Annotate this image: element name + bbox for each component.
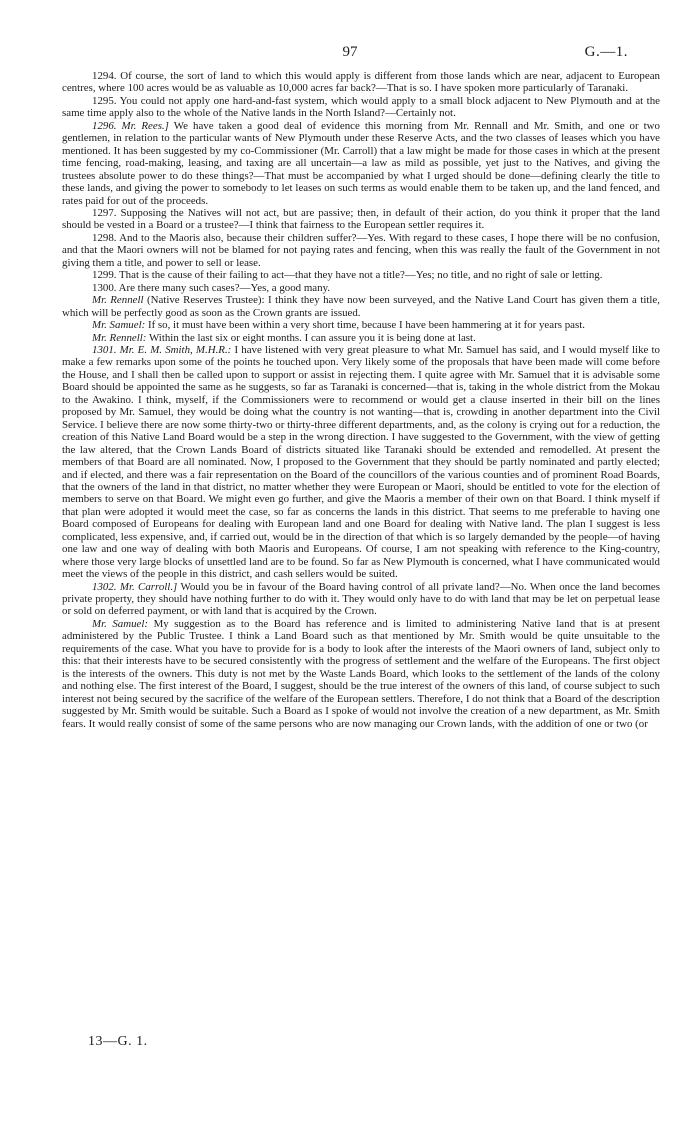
paragraph-1299 — [62, 269, 660, 281]
paragraph-text: If so, it must have been within a very short time, because I have been hammering at it for years past. — [145, 319, 585, 332]
paragraph-samuel — [62, 319, 660, 331]
speaker: Mr. Rennell — [92, 294, 144, 307]
paragraph-samuel-2 — [62, 618, 660, 730]
paragraph-1298 — [62, 232, 660, 269]
paragraph-text: (Native Reserves Trustee): I think they have now been surveyed, and the Native Land Court has given them a title, which will be perfectly good as soon as the Crown grants are issued. — [62, 294, 660, 319]
paragraph-text: 1299. That is the cause of their failing to act—that they have not a title?—Yes; no title, and no right of sale or letting. — [92, 269, 603, 282]
paragraph-1294 — [62, 70, 660, 95]
paragraph-1302 — [62, 581, 660, 618]
paragraph-1301 — [62, 344, 660, 581]
speaker: Mr. Samuel: — [92, 319, 146, 332]
paragraph-1296 — [62, 120, 660, 207]
evidence-text — [62, 70, 660, 730]
speaker: 1301. Mr. E. M. Smith, M.H.R.: — [92, 343, 232, 356]
paragraph-text: Within the last six or eight months. I can assure you it is being done at last. — [146, 331, 476, 344]
paragraph-1295 — [62, 95, 660, 120]
document-reference: G.—1. — [584, 44, 628, 60]
speaker: Mr. Samuel: — [92, 617, 149, 630]
paragraph-text: 1295. You could not apply one hard-and-fast system, which would apply to a small block adjacent to New Plymouth and at the same time apply also to the whole of the Native lands in the North Island?—Certainly not. — [62, 94, 660, 120]
paragraph-1300 — [62, 282, 660, 294]
paragraph-rennell — [62, 294, 660, 319]
paragraph-text: 1300. Are there many such cases?—Yes, a good many. — [92, 281, 331, 294]
paragraph-text: I have listened with very great pleasure to what Mr. Samuel has said, and I would myself like to make a few remarks upon some of the points he touched upon. Very likely some of the proposals that have been made will come before the House, and I shall then be called upon to support or assist in rejecting them. I quite agree with Mr. Samuel that it is advisable some Board should be appointed the same as he suggests, so far as Taranaki is concerned—that is, taking in the whole district from the Mokau to the Awakino. I think, myself, if the Commissioners were to recommend or would get a clause inserted in their bill on the lines proposed by Mr. Samuel, they would be doing what the country is not wanting—that is, crowding in another department into the Civil Service. I believe there are now some thirty-two or thirty-three different departments, and, as the colony is crying out for a reduction, the creation of this Native Land Board would be a step in the wrong direction. I have suggested to the Government, with the view of getting the law altered, that the Crown Lands Board of districts situated like Taranaki should be extended and remodelled. At present the members of that Board are all nominated. Now, I proposed to the Government that they should be partly nominated and partly elected; and if elected, and there was a fair representation on the Board of the councillors of the various counties and of prominent Road Boards, that the owners of the land in that district, no matter whether they were European or Maori, should be entitled to vote for the election of members to serve on that Board. We might even go further, and give the Maoris a member of their own on that Board. I think myself if that plan were adopted it would meet the case, so far as concerns the lands in this district. That seems to me preferable to having one Board composed of Europeans for dealing with European land and one Board for dealing with Native land. The plan I suggest is less complicated, less expensive, and, if carried out, would be in the direction of that which is so largely demanded by the people—of having one law and one way of dealing with both Maoris and Europeans. Of course, I am not speaking with reference to the King-country, where those very large blocks of unsettled land are to be found. So far as New Plymouth is concerned, what I have communicated would meet the views of the people in this district, and cash sellers would be suited. — [62, 343, 660, 581]
paragraph-text: Would you be in favour of the Board having control of all private land?—No. When once the land becomes private property, they should have nothing further to do with it. They would only have to do with land that may be let on perpetual lease or sold on deferred payment, or with land that is acquired by the Crown. — [62, 580, 660, 618]
paragraph-text: We have taken a good deal of evidence this morning from Mr. Rennall and Mr. Smith, and one or two gentlemen, in relation to the particular wants of New Plymouth under these Reserve Acts, and the two classes of leases which you have mentioned. It has been suggested by my co-Commissioner (Mr. Carroll) that a law might be made for those cases in which at the present time fencing, road-making, leasing, and taxing are all uncertain—a law as mild as possible, yet just to the Natives, and giving the trustees absolute power to do these things?—That must be accompanied by what I urged should be done—defining clearly the title to these lands, and giving the power to somebody to let leases on such terms as would enable them to be taken up, and the land fenced, and rates paid for out of the proceeds. — [62, 119, 660, 207]
speaker: 1296. Mr. Rees.] — [92, 119, 169, 132]
paragraph-text: 1298. And to the Maoris also, because their children suffer?—Yes. With regard to these cases, I hope there will be no confusion, and that the Maori owners will not be blamed for not paying rates and fencing, when this was really the fault of the Government in not giving them a title, and power to sell or lease. — [62, 231, 660, 269]
paragraph-text: My suggestion as to the Board has reference and is limited to administering Native land that is at present administered by the Public Trustee. I think a Land Board such as that mentioned by Mr. Smith would be quite unsuitable to the requirements of the case. What you have to provide for is a body to look after the interests of the Maori owners of land, subject only to this: that their interests have to be secured consistently with the progress of settlement and the welfare of the Europeans. The first object is the interests of the owners. This duty is not met by the Waste Lands Board, which looks to the settlement of the lands of the colony and nothing else. The first interest of the Board, I suggest, should be the true interest of the owners of this land, of course subject to such interest not being secured by the sacrifice of the welfare of the European settlers. Therefore, I do not think that a Board of the description suggested by Mr. Smith would be suitable. Such a Board as I spoke of would not involve the creation of a new department, as Mr. Smith fears. It would really consist of some of the same persons who are now managing our Crown lands, with the addition of one or two (or — [62, 617, 661, 730]
paragraph-rennell-2 — [62, 332, 660, 344]
paragraph-text: 1297. Supposing the Natives will not act, but are passive; then, in default of their action, do you think it proper that the land should be vested in a Board or a trustee?—I think that fairness to the European settler requires it. — [62, 206, 660, 232]
speaker: Mr. Rennell: — [92, 331, 147, 344]
speaker: 1302. Mr. Carroll.] — [92, 580, 178, 593]
paragraph-text: 1294. Of course, the sort of land to which this would apply is different from those lands which are near, adjacent to European centres, where 100 acres would be as valuable as 10,000 acres far back?—That is so. I have spoken more particularly of Taranaki. — [62, 70, 660, 95]
paragraph-1297 — [62, 207, 660, 232]
sheet-signature: 13—G. 1. — [88, 1034, 148, 1049]
page-number: 97 — [342, 44, 358, 60]
